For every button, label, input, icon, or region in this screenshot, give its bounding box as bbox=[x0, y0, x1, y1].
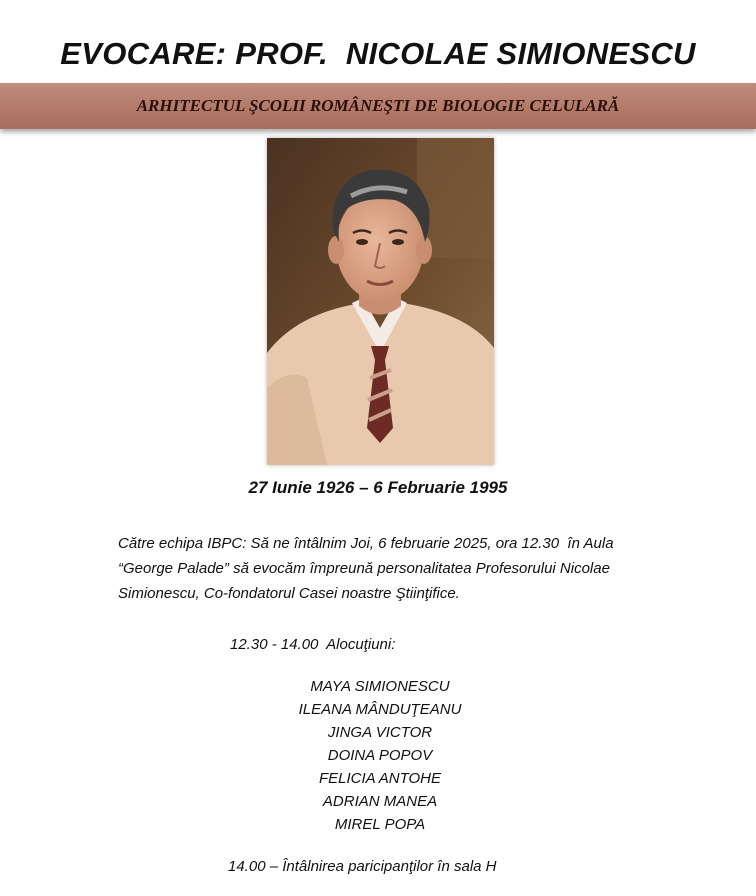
portrait-photo bbox=[267, 138, 494, 465]
speeches-label: 12.30 - 14.00 Alocuţiuni: bbox=[230, 636, 396, 653]
speaker-name: FELICIA ANTOHE bbox=[319, 770, 441, 787]
invitation-line: “George Palade” să evocăm împreună personalitatea Profesorului Nicolae bbox=[118, 560, 610, 577]
invitation-line: Simionescu, Co-fondatorul Casei noastre Ştiinţifice. bbox=[118, 585, 460, 602]
invitation-line: Către echipa IBPC: Să ne întâlnim Joi, 6 februarie 2025, ora 12.30 în Aula bbox=[118, 535, 614, 552]
page-subtitle: ARHITECTUL ŞCOLII ROMÂNEŞTI DE BIOLOGIE CELULARĂ bbox=[136, 96, 620, 115]
speaker-name: ILEANA MÂNDUŢEANU bbox=[298, 701, 462, 718]
speaker-name: MIREL POPA bbox=[334, 816, 426, 833]
page-title: EVOCARE: PROF. NICOLAE SIMIONESCU bbox=[60, 36, 696, 71]
invitation-text bbox=[118, 531, 718, 606]
life-dates: 27 Iunie 1926 – 6 Februarie 1995 bbox=[248, 478, 508, 497]
speaker-list bbox=[230, 675, 530, 836]
speaker-name: JINGA VICTOR bbox=[327, 724, 433, 741]
speaker-name: DOINA POPOV bbox=[327, 747, 433, 764]
speaker-name: ADRIAN MANEA bbox=[322, 793, 438, 810]
speaker-name: MAYA SIMIONESCU bbox=[310, 678, 450, 695]
portrait-illustration bbox=[267, 138, 494, 465]
meeting-note: 14.00 – Întâlnirea paricipanţilor în sala H bbox=[228, 858, 497, 875]
